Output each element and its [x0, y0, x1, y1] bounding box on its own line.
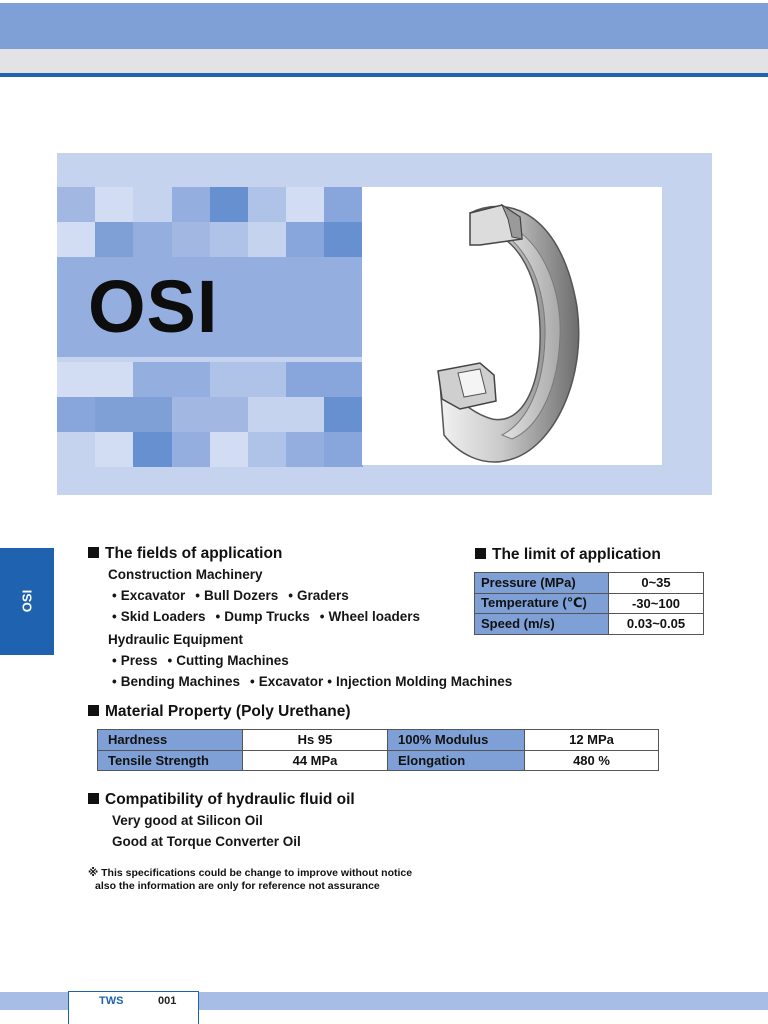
material-value: Hs 95: [243, 730, 388, 751]
limit-heading-text: The limit of application: [492, 546, 661, 563]
mosaic-tile: [286, 362, 324, 397]
limit-label: Speed (m/s): [475, 614, 609, 635]
hydraulic-line-1: • Press • Cutting Machines: [112, 653, 289, 668]
mosaic-tile: [248, 222, 286, 257]
mosaic-tile: [95, 432, 133, 467]
mosaic-tile: [133, 397, 171, 432]
material-value: 12 MPa: [525, 730, 659, 751]
list-item: Wheel loaders: [328, 609, 421, 624]
mosaic-tile: [286, 397, 324, 432]
material-heading-text: Material Property (Poly Urethane): [105, 703, 351, 720]
mosaic-tile: [210, 362, 248, 397]
hero-title: OSI: [88, 265, 219, 348]
disclaimer-line-1: ※ This specifications could be change to improve without notice: [88, 867, 413, 879]
limit-label: Temperature (℃): [475, 593, 609, 614]
compat-heading: [88, 791, 355, 809]
mosaic-tile: [133, 432, 171, 467]
table-row: [475, 573, 704, 594]
list-item: Bending Machines: [120, 674, 240, 689]
list-item: Cutting Machines: [176, 653, 289, 668]
mosaic-tile: [286, 187, 324, 222]
seal-product-image: [362, 187, 662, 465]
mosaic-tile: [172, 432, 210, 467]
table-row: [98, 730, 659, 751]
seal-ring-illustration: [362, 187, 662, 465]
mosaic-tile: [95, 222, 133, 257]
list-item: Excavator: [258, 674, 324, 689]
mosaic-tile: [324, 222, 362, 257]
construction-line-1: • Excavator • Bull Dozers • Graders: [112, 588, 349, 603]
mosaic-tile: [286, 432, 324, 467]
disclaimer-line-2: also the information are only for reference not assurance: [95, 880, 380, 892]
mosaic-tile: [286, 222, 324, 257]
mosaic-tile: [210, 222, 248, 257]
material-key: Tensile Strength: [98, 750, 243, 771]
limit-table: [474, 572, 704, 635]
construction-line-2: • Skid Loaders • Dump Trucks • Wheel loaders: [112, 609, 421, 624]
mosaic-tile: [95, 362, 133, 397]
mosaic-tile: [57, 432, 95, 467]
hydraulic-line-2: • Bending Machines • Excavator • Injection Molding Machines: [112, 674, 513, 689]
footer-tab: [68, 991, 199, 1024]
mosaic-tile: [57, 397, 95, 432]
material-key: Elongation: [388, 750, 525, 771]
page-number: 001: [158, 995, 177, 1007]
mosaic-tile: [57, 362, 95, 397]
limit-label: Pressure (MPa): [475, 573, 609, 594]
compat-heading-text: Compatibility of hydraulic fluid oil: [105, 791, 355, 808]
hydraulic-title: Hydraulic Equipment: [108, 632, 244, 647]
mosaic-tile: [248, 187, 286, 222]
mosaic-tile: [95, 397, 133, 432]
mosaic-tile: [210, 432, 248, 467]
mosaic-tile: [210, 187, 248, 222]
material-key: 100% Modulus: [388, 730, 525, 751]
mosaic-tile: [95, 187, 133, 222]
header-band: [0, 3, 768, 49]
section-side-tab: [0, 548, 54, 655]
material-key: Hardness: [98, 730, 243, 751]
header-rule: [0, 73, 768, 77]
mosaic-tile: [57, 187, 95, 222]
list-item: Injection Molding Machines: [336, 674, 513, 689]
mosaic-tile: [172, 222, 210, 257]
square-bullet-icon: [88, 547, 99, 558]
limit-value: -30~100: [609, 593, 704, 614]
mosaic-tile: [324, 432, 362, 467]
mosaic-tile: [57, 222, 95, 257]
square-bullet-icon: [88, 793, 99, 804]
fields-heading: [88, 545, 282, 563]
mosaic-tile: [248, 362, 286, 397]
material-table: [97, 729, 659, 771]
material-heading: [88, 703, 350, 721]
mosaic-tile: [324, 187, 362, 222]
mosaic-tile: [172, 397, 210, 432]
mosaic-tile: [248, 397, 286, 432]
mosaic-tile: [133, 222, 171, 257]
list-item: Skid Loaders: [120, 609, 206, 624]
list-item: Excavator: [120, 588, 186, 603]
mosaic-tile: [324, 362, 362, 397]
list-item: Press: [120, 653, 158, 668]
mosaic-tile: [172, 187, 210, 222]
table-row: [475, 614, 704, 635]
list-item: Graders: [297, 588, 349, 603]
compat-item: Good at Torque Converter Oil: [112, 834, 301, 849]
footer-brand: TWS: [99, 995, 124, 1007]
mosaic-tile: [133, 187, 171, 222]
limit-value: 0.03~0.05: [609, 614, 704, 635]
table-row: [475, 593, 704, 614]
square-bullet-icon: [88, 705, 99, 716]
compat-item: Very good at Silicon Oil: [112, 813, 263, 828]
mosaic-tile: [324, 397, 362, 432]
construction-title: Construction Machinery: [108, 567, 263, 582]
square-bullet-icon: [475, 548, 486, 559]
mosaic-tile: [172, 362, 210, 397]
material-value: 44 MPa: [243, 750, 388, 771]
limit-value: 0~35: [609, 573, 704, 594]
mosaic-tile: [210, 397, 248, 432]
table-row: [98, 750, 659, 771]
limit-heading: [475, 546, 661, 564]
material-value: 480 %: [525, 750, 659, 771]
mosaic-tile: [133, 362, 171, 397]
list-item: Bull Dozers: [204, 588, 279, 603]
mosaic-tile: [248, 432, 286, 467]
side-tab-label: OSI: [19, 589, 35, 613]
list-item: Dump Trucks: [224, 609, 310, 624]
fields-heading-text: The fields of application: [105, 545, 283, 562]
header-grey-band: [0, 49, 768, 73]
